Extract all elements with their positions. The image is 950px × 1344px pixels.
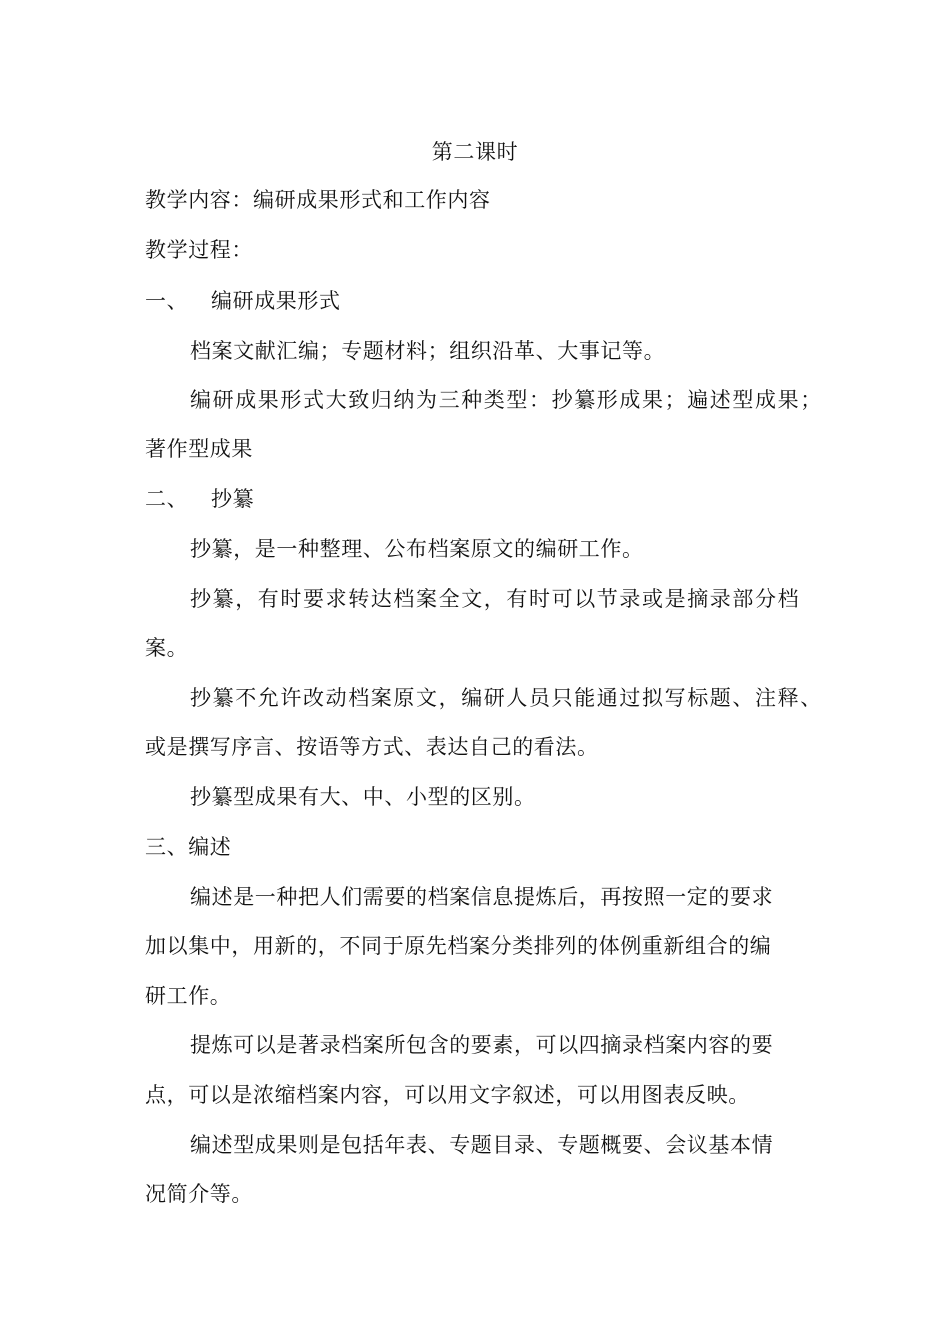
section-3-paragraph: 编述型成果则是包括年表、专题目录、专题概要、会议基本情 <box>190 1133 774 1157</box>
page-title: 第二课时 <box>431 140 519 164</box>
section-3-heading: 三、编述 <box>145 835 232 859</box>
section-2-heading <box>145 484 254 514</box>
section-2-paragraph: 抄纂不允许改动档案原文，编研人员只能通过拟写标题、注释、 <box>190 686 823 710</box>
section-2-number: 二、 <box>145 487 189 511</box>
teaching-content-line: 教学内容：编研成果形式和工作内容 <box>145 188 491 212</box>
teaching-process-line: 教学过程： <box>145 238 253 262</box>
section-2-paragraph: 抄纂，有时要求转达档案全文，有时可以节录或是摘录部分档 <box>190 587 801 611</box>
section-1-number: 一、 <box>145 289 189 313</box>
section-1-paragraph: 著作型成果 <box>145 437 253 461</box>
section-3-paragraph: 提炼可以是著录档案所包含的要素，可以四摘录档案内容的要 <box>190 1033 774 1057</box>
section-1-title: 编研成果形式 <box>211 289 341 313</box>
section-3-paragraph: 研工作。 <box>145 984 232 1008</box>
section-1-paragraph: 档案文献汇编；专题材料；组织沿革、大事记等。 <box>190 339 666 363</box>
section-2-paragraph: 案。 <box>145 636 189 660</box>
section-2-title: 抄纂 <box>211 487 255 511</box>
section-3-paragraph: 编述是一种把人们需要的档案信息提炼后，再按照一定的要求 <box>190 885 774 909</box>
section-2-paragraph: 抄纂，是一种整理、公布档案原文的编研工作。 <box>190 537 644 561</box>
section-2-paragraph: 或是撰写序言、按语等方式、表达自己的看法。 <box>145 735 599 759</box>
section-3-paragraph: 况简介等。 <box>145 1182 253 1206</box>
section-3-paragraph: 点，可以是浓缩档案内容，可以用文字叙述，可以用图表反映。 <box>145 1083 750 1107</box>
section-2-paragraph: 抄纂型成果有大、中、小型的区别。 <box>190 785 536 809</box>
section-1-paragraph: 编研成果形式大致归纳为三种类型：抄纂形成果；遍述型成果； <box>190 388 823 412</box>
section-3-paragraph: 加以集中，用新的，不同于原先档案分类排列的体例重新组合的编 <box>145 934 772 958</box>
section-1-heading <box>145 286 341 316</box>
